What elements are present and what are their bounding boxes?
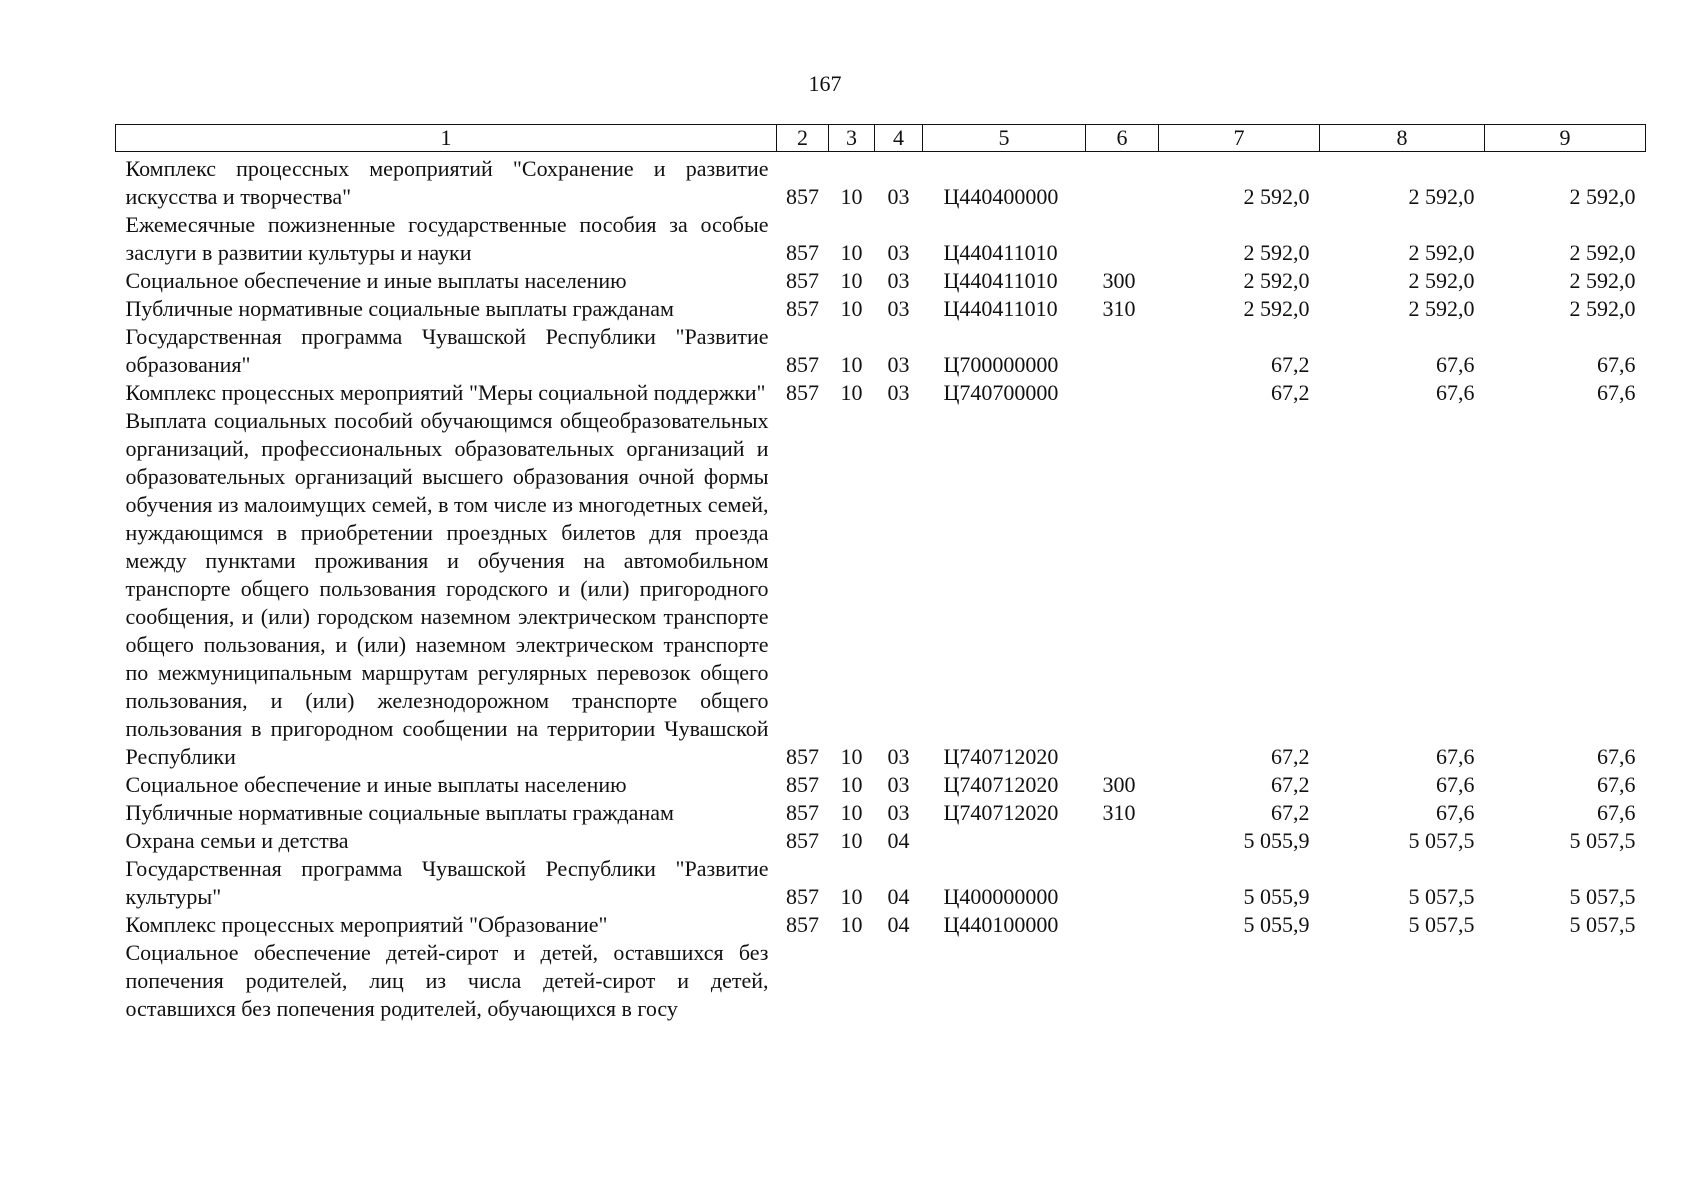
row-subsection: 03 [887,240,910,265]
column-header-3: 3 [829,125,875,152]
row-amount-year-2: 67,6 [1436,352,1475,377]
row-expense-type: 300 [1102,268,1136,293]
row-amount-year-1: 2 592,0 [1243,268,1310,293]
row-section: 10 [840,884,863,909]
table-row [116,211,1646,267]
row-admin-code: 857 [786,296,819,321]
table-row [116,771,1646,799]
row-admin-code: 857 [786,800,819,825]
row-target-article: Ц440411010 [943,296,1058,321]
row-subsection: 03 [887,184,910,209]
row-subsection: 03 [887,772,910,797]
table-body [116,152,1646,1024]
column-header-2: 2 [777,125,829,152]
row-amount-year-3: 67,6 [1597,744,1636,769]
row-subsection: 03 [887,380,910,405]
row-name: Социальное обеспечение детей-сирот и детей, оставшихся без попечения родителей, лиц из числа детей-сирот и детей, оставшихся без попечения родителей, обучающихся в госу [125,940,769,1021]
row-section: 10 [840,296,863,321]
row-expense-type: 310 [1102,800,1136,825]
header-row [116,125,1646,152]
row-amount-year-1: 2 592,0 [1243,240,1310,265]
row-section: 10 [840,828,863,853]
row-amount-year-2: 5 057,5 [1408,912,1475,937]
row-amount-year-3: 67,6 [1597,800,1636,825]
row-target-article: Ц440411010 [943,268,1058,293]
row-target-article: Ц740712020 [943,800,1059,825]
row-admin-code: 857 [786,380,819,405]
row-amount-year-1: 67,2 [1271,380,1310,405]
row-amount-year-2: 5 057,5 [1408,828,1475,853]
column-header-4: 4 [875,125,923,152]
row-amount-year-3: 2 592,0 [1569,184,1636,209]
row-amount-year-3: 2 592,0 [1569,268,1636,293]
row-subsection: 03 [887,268,910,293]
row-admin-code: 857 [786,240,819,265]
row-subsection: 04 [887,884,910,909]
row-name: Ежемесячные пожизненные государственные пособия за особые заслуги в развитии культуры и науки [125,212,769,265]
row-target-article: Ц400000000 [943,884,1059,909]
row-admin-code: 857 [786,772,819,797]
row-amount-year-2: 2 592,0 [1408,240,1475,265]
row-admin-code: 857 [786,828,819,853]
row-amount-year-1: 5 055,9 [1243,912,1310,937]
table-row [116,379,1646,407]
row-amount-year-2: 2 592,0 [1408,268,1475,293]
row-expense-type: 300 [1102,772,1136,797]
row-amount-year-3: 67,6 [1597,772,1636,797]
row-subsection: 03 [887,296,910,321]
row-expense-type [1086,827,1159,855]
row-section: 10 [840,744,863,769]
row-section: 10 [840,184,863,209]
row-amount-year-2: 67,6 [1436,800,1475,825]
row-amount-year-3: 5 057,5 [1569,912,1636,937]
row-admin-code: 857 [786,184,819,209]
page-number: 167 [808,71,842,96]
row-amount-year-2 [1320,939,1485,1023]
row-name: Комплекс процессных мероприятий "Образование" [125,912,608,937]
row-admin-code [777,939,829,1023]
row-subsection: 03 [887,352,910,377]
column-header-9: 9 [1485,125,1646,152]
row-amount-year-3: 2 592,0 [1569,240,1636,265]
row-section [829,939,875,1023]
column-header-8: 8 [1320,125,1485,152]
row-expense-type [1086,407,1159,771]
row-section: 10 [840,352,863,377]
row-name: Публичные нормативные социальные выплаты гражданам [125,800,674,825]
row-subsection: 04 [887,912,910,937]
row-admin-code: 857 [786,912,819,937]
row-name: Социальное обеспечение и иные выплаты населению [125,268,627,293]
row-amount-year-1: 67,2 [1271,352,1310,377]
column-header-7: 7 [1159,125,1320,152]
row-target-article [923,939,1086,1023]
row-expense-type [1086,939,1159,1023]
row-amount-year-1: 2 592,0 [1243,296,1310,321]
row-target-article: Ц700000000 [943,352,1059,377]
row-expense-type [1086,211,1159,267]
row-subsection: 03 [887,744,910,769]
row-amount-year-1: 5 055,9 [1243,884,1310,909]
row-expense-type [1086,323,1159,379]
row-amount-year-3: 5 057,5 [1569,828,1636,853]
table-row [116,911,1646,939]
row-amount-year-1: 2 592,0 [1243,184,1310,209]
row-target-article: Ц740700000 [943,380,1059,405]
row-name: Публичные нормативные социальные выплаты гражданам [125,296,674,321]
row-name: Государственная программа Чувашской Республики "Развитие образования" [125,324,769,377]
row-amount-year-3: 67,6 [1597,352,1636,377]
table-row [116,267,1646,295]
table-row [116,407,1646,771]
row-amount-year-3: 67,6 [1597,380,1636,405]
table-header [116,125,1646,152]
row-amount-year-2: 67,6 [1436,744,1475,769]
row-amount-year-1: 67,2 [1271,772,1310,797]
column-header-1: 1 [116,125,777,152]
table-row [116,152,1646,212]
row-amount-year-3: 2 592,0 [1569,296,1636,321]
row-amount-year-2: 2 592,0 [1408,296,1475,321]
row-amount-year-1 [1159,939,1320,1023]
table-row [116,799,1646,827]
row-name: Комплекс процессных мероприятий "Меры социальной поддержки" [125,380,766,405]
row-name: Комплекс процессных мероприятий "Сохранение и развитие искусства и творчества" [125,156,769,209]
table-row [116,827,1646,855]
row-name: Выплата социальных пособий обучающимся общеобразовательных организаций, профессиональных образовательных организаций и образовательных организаций высшего образования очной формы обучения из малоимущих семей, в том числе из многодетных семей, нуждающимся в приобретении проездных билетов для проезда между пунктами проживания и обучения на автомобильном транспорте общего пользования городского и (или) пригородного сообщения, и (или) городском наземном электрическом транспорте общего пользования, и (или) наземном электрическом транспорте по межмуниципальным маршрутам регулярных перевозок общего пользования, и (или) железнодорожном транспорте общего пользования в пригородном сообщении на территории Чувашской Республики [125,408,769,769]
row-amount-year-2: 5 057,5 [1408,884,1475,909]
row-subsection [875,939,923,1023]
row-target-article: Ц440411010 [943,240,1058,265]
row-admin-code: 857 [786,744,819,769]
table-row [116,323,1646,379]
row-admin-code: 857 [786,352,819,377]
row-name: Охрана семьи и детства [125,828,349,853]
row-expense-type [1086,855,1159,911]
row-amount-year-2: 2 592,0 [1408,184,1475,209]
row-admin-code: 857 [786,268,819,293]
row-expense-type [1086,379,1159,407]
row-expense-type: 310 [1102,296,1136,321]
column-header-5: 5 [923,125,1086,152]
row-expense-type [1086,911,1159,939]
row-subsection: 04 [887,828,910,853]
row-subsection: 03 [887,800,910,825]
row-amount-year-1: 67,2 [1271,800,1310,825]
row-amount-year-1: 5 055,9 [1243,828,1310,853]
row-amount-year-3: 5 057,5 [1569,884,1636,909]
row-section: 10 [840,912,863,937]
row-target-article: Ц440100000 [943,912,1059,937]
row-amount-year-2: 67,6 [1436,772,1475,797]
row-section: 10 [840,240,863,265]
table-row [116,855,1646,911]
row-amount-year-2: 67,6 [1436,380,1475,405]
row-section: 10 [840,268,863,293]
row-name: Государственная программа Чувашской Республики "Развитие культуры" [125,856,769,909]
row-target-article: Ц440400000 [943,184,1059,209]
row-expense-type [1086,152,1159,212]
row-name: Социальное обеспечение и иные выплаты населению [125,772,627,797]
table-row [116,939,1646,1023]
row-target-article: Ц740712020 [943,772,1059,797]
table-row [116,295,1646,323]
budget-table [115,124,1646,1023]
row-section: 10 [840,772,863,797]
row-target-article [923,827,1086,855]
row-admin-code: 857 [786,884,819,909]
column-header-6: 6 [1086,125,1159,152]
row-section: 10 [840,800,863,825]
row-amount-year-1: 67,2 [1271,744,1310,769]
row-amount-year-3 [1485,939,1646,1023]
row-section: 10 [840,380,863,405]
row-target-article: Ц740712020 [943,744,1059,769]
